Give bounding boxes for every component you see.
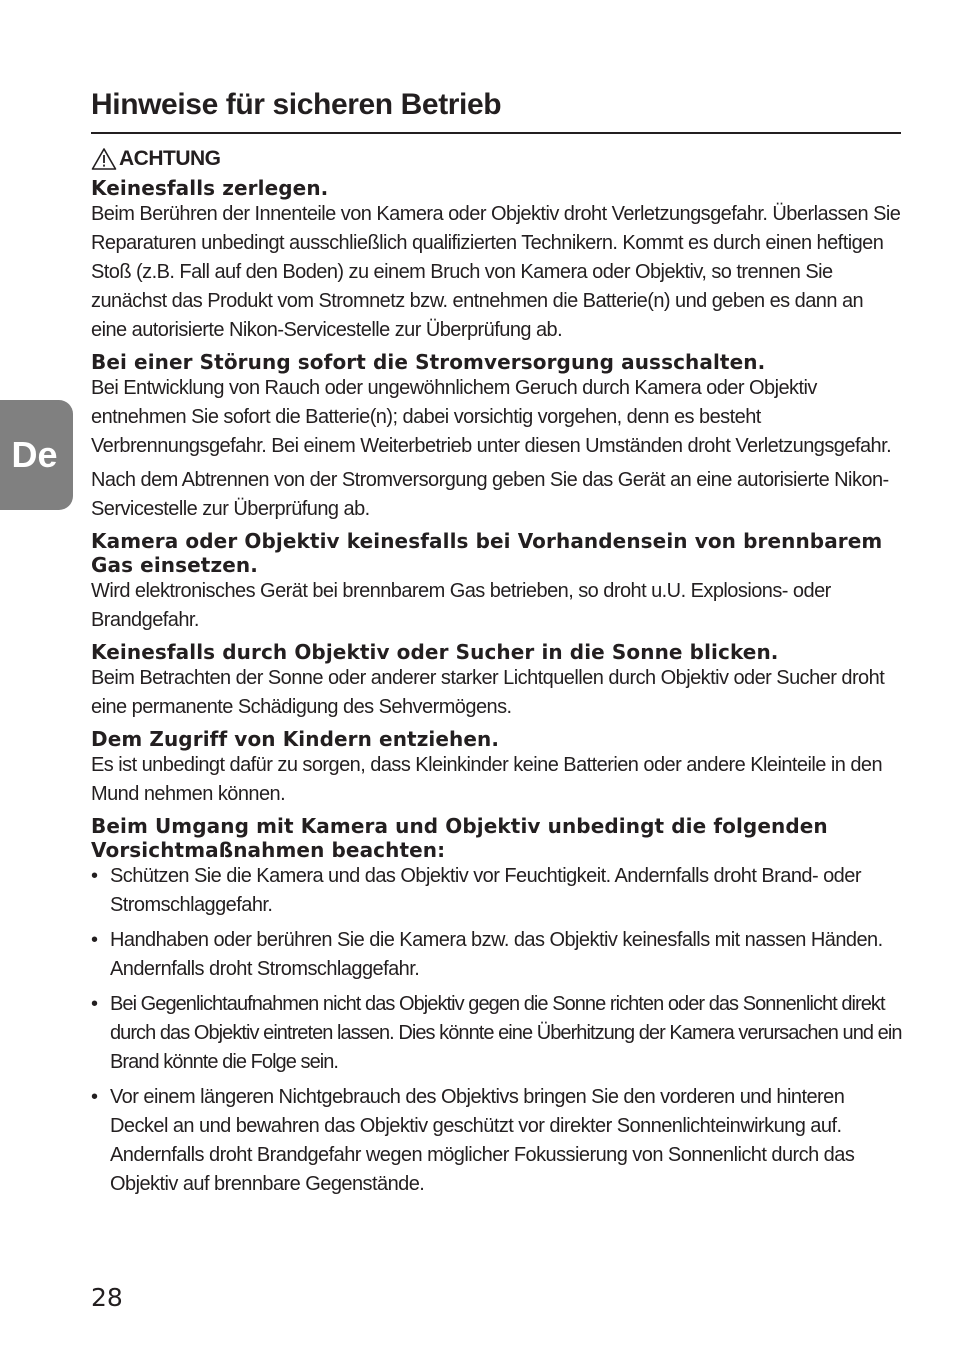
section-paragraph: Es ist unbedingt dafür zu sorgen, dass Kleinkinder keine Batterien oder andere Kleinteile in den Mund nehmen können. — [91, 754, 883, 805]
section-heading: Keinesfalls durch Objektiv oder Sucher in die Sonne blicken. — [91, 640, 779, 664]
bullet: • — [91, 993, 98, 1015]
section-heading: Keinesfalls zerlegen. — [91, 176, 329, 200]
list-item-text: Bei Gegenlichtaufnahmen nicht das Objektiv gegen die Sonne richten oder das Sonnenlicht direkt durch das Objektiv eintreten lassen. Dies könnte eine Überhitzung der Kamera verursachen und ein Brand könnte die Folge sein. — [110, 993, 902, 1073]
list-item — [91, 1083, 903, 1199]
list-item — [91, 862, 903, 920]
title-rule — [91, 132, 901, 134]
precaution-list — [91, 862, 903, 1199]
section-heading: Kamera oder Objektiv keinesfalls bei Vorhandensein von brennbarem Gas einsetzen. — [91, 529, 883, 577]
page-title: Hinweise für sicheren Betrieb — [91, 88, 502, 121]
bullet: • — [91, 865, 98, 887]
section-heading: Dem Zugriff von Kindern entziehen. — [91, 727, 500, 751]
warning-header — [91, 144, 903, 174]
list-item — [91, 990, 903, 1077]
language-tab — [0, 400, 73, 510]
list-item-text: Vor einem längeren Nichtgebrauch des Objektivs bringen Sie den vorderen und hinteren Deckel an und bewahren das Objektiv geschützt vor direkter Sonnenlichteinwirkung auf. Andernfalls droht Brandgefahr wegen möglicher Fokussierung von Sonnenlicht durch das Objektiv auf brennbare Gegenstände. — [110, 1086, 855, 1195]
section-heading: Bei einer Störung sofort die Stromversorgung ausschalten. — [91, 350, 766, 374]
section-paragraph: Beim Betrachten der Sonne oder anderer starker Lichtquellen durch Objektiv oder Sucher droht eine permanente Schädigung des Sehvermögens. — [91, 667, 885, 718]
section-paragraph: Bei Entwicklung von Rauch oder ungewöhnlichem Geruch durch Kamera oder Objektiv entnehmen Sie sofort die Batterie(n); dabei vorsichtig vorgehen, denn es besteht Verbrennungsgefahr. Bei einem Weiterbetrieb unter diesen Umständen droht Verletzungsgefahr. — [91, 377, 892, 457]
list-item-text: Schützen Sie die Kamera und das Objektiv vor Feuchtigkeit. Andernfalls droht Brand- oder Stromschlaggefahr. — [110, 865, 861, 916]
bullet: • — [91, 929, 98, 951]
section-paragraph: Wird elektronisches Gerät bei brennbarem Gas betrieben, so droht u.U. Explosions- oder Brandgefahr. — [91, 580, 831, 631]
language-tab-label: De — [11, 434, 58, 475]
bullet: • — [91, 1086, 98, 1108]
page-number: 28 — [91, 1283, 123, 1312]
section-paragraph: Beim Berühren der Innenteile von Kamera oder Objektiv droht Verletzungsgefahr. Überlassen Sie Reparaturen unbedingt ausschließlich qualifizierten Technikern. Kommt es durch einen heftigen Stoß (z.B. Fall auf den Boden) zu einem Bruch von Kamera oder Objektiv, so trennen Sie zunächst das Produkt vom Stromnetz bzw. entnehmen die Batterie(n) und geben es dann an eine autorisierte Nikon-Servicestelle zur Überprüfung ab. — [91, 203, 901, 341]
warning-label: ACHTUNG — [119, 147, 221, 170]
section-heading: Beim Umgang mit Kamera und Objektiv unbedingt die folgenden Vorsichtmaßnahmen beachten: — [91, 814, 828, 862]
warning-triangle-icon — [91, 147, 117, 171]
list-item — [91, 926, 903, 984]
list-item-text: Handhaben oder berühren Sie die Kamera bzw. das Objektiv keinesfalls mit nassen Händen. Andernfalls droht Stromschlaggefahr. — [110, 929, 883, 980]
safety-content — [91, 144, 903, 1205]
section-paragraph: Nach dem Abtrennen von der Stromversorgung geben Sie das Gerät an eine autorisierte Nikon-Servicestelle zur Überprüfung ab. — [91, 469, 889, 520]
